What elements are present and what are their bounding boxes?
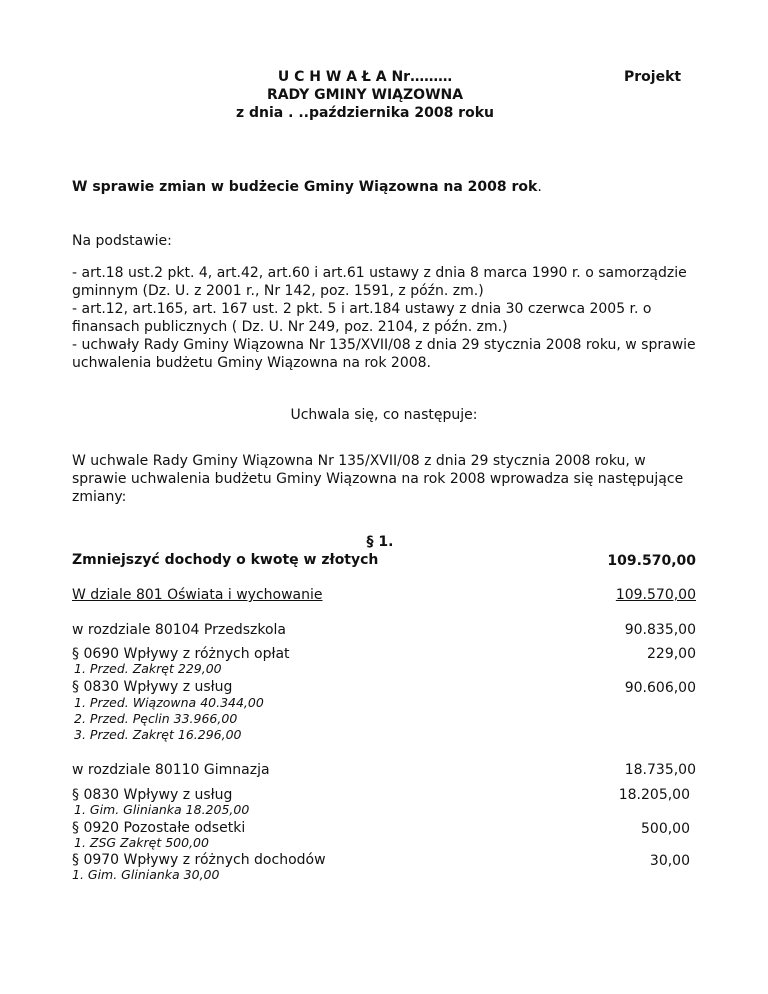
basis-item-1-line-2: gminnym (Dz. U. z 2001 r., Nr 142, poz. 1591, z późn. zm.) [72, 283, 484, 299]
p0690-sub-1: 1. Przed. Zakręt 229,00 [74, 661, 222, 676]
subject-text: W sprawie zmian w budżecie Gminy Wiązowna na 2008 rok [72, 179, 538, 195]
section-label: Zmniejszyć dochody o kwotę w złotych [72, 552, 379, 568]
resolution-title: U C H W A Ł A Nr……… [277, 69, 453, 85]
rozdzial-80104-label: w rozdziale 80104 Przedszkola [72, 622, 286, 638]
p0830a-sub-2: 2. Przed. Pęclin 33.966,00 [74, 711, 238, 726]
rozdzial-80104-amount: 90.835,00 [624, 622, 696, 638]
p0830b-label: § 0830 Wpływy z usług [72, 787, 233, 803]
p0920-amount: 500,00 [641, 821, 690, 837]
rozdzial-80110-amount: 18.735,00 [624, 762, 696, 778]
subject-line [72, 178, 542, 196]
basis-item-2-line-2: finansach publicznych ( Dz. U. Nr 249, poz. 2104, z późn. zm.) [72, 319, 508, 335]
basis-item-3-line-1: - uchwały Rady Gminy Wiązowna Nr 135/XVII/08 z dnia 29 stycznia 2008 roku, w sprawie [72, 337, 696, 353]
p0830a-sub-3: 3. Przed. Zakręt 16.296,00 [74, 727, 242, 742]
section-amount: 109.570,00 [607, 553, 696, 569]
p0970-sub-1: 1. Gim. Glinianka 30,00 [72, 867, 220, 882]
council-name: RADY GMINY WIĄZOWNA [266, 87, 464, 103]
p0970-amount: 30,00 [649, 853, 690, 869]
rozdzial-80110-label: w rozdziale 80110 Gimnazja [72, 762, 270, 778]
dzial-label: W dziale 801 Oświata i wychowanie [72, 587, 323, 603]
p0830a-sub-1: 1. Przed. Wiązowna 40.344,00 [74, 695, 264, 710]
basis-item-3-line-2: uchwalenia budżetu Gminy Wiązowna na rok 2008. [72, 355, 431, 371]
p0830b-sub-1: 1. Gim. Glinianka 18.205,00 [74, 802, 250, 817]
p0920-label: § 0920 Pozostałe odsetki [72, 820, 246, 836]
subject-period: . [537, 179, 542, 195]
p0970-label: § 0970 Wpływy z różnych dochodów [72, 852, 326, 868]
p0830b-amount: 18.205,00 [618, 787, 690, 803]
dzial-amount: 109.570,00 [615, 587, 696, 603]
basis-item-2-line-1: - art.12, art.165, art. 167 ust. 2 pkt. 5 i art.184 ustawy z dnia 30 czerwca 2005 r. o [72, 301, 652, 317]
preamble-line-1: W uchwale Rady Gminy Wiązowna Nr 135/XVII/08 z dnia 29 stycznia 2008 roku, w [72, 453, 646, 469]
p0690-label: § 0690 Wpływy z różnych opłat [72, 646, 290, 662]
draft-label: Projekt [624, 69, 682, 85]
p0920-sub-1: 1. ZSG Zakręt 500,00 [74, 835, 209, 850]
p0690-amount: 229,00 [647, 646, 696, 662]
p0830a-amount: 90.606,00 [624, 680, 696, 696]
resolve-statement: Uchwala się, co następuje: [290, 407, 478, 423]
section-heading: § 1. [366, 534, 394, 550]
basis-item-1-line-1: - art.18 ust.2 pkt. 4, art.42, art.60 i art.61 ustawy z dnia 8 marca 1990 r. o samorządzie [72, 265, 687, 281]
p0830a-label: § 0830 Wpływy z usług [72, 679, 233, 695]
resolution-date: z dnia . ..października 2008 roku [236, 105, 494, 121]
preamble-line-3: zmiany: [72, 489, 127, 505]
preamble-line-2: sprawie uchwalenia budżetu Gminy Wiązowna na rok 2008 wprowadza się następujące [72, 471, 684, 487]
basis-intro: Na podstawie: [72, 233, 172, 249]
